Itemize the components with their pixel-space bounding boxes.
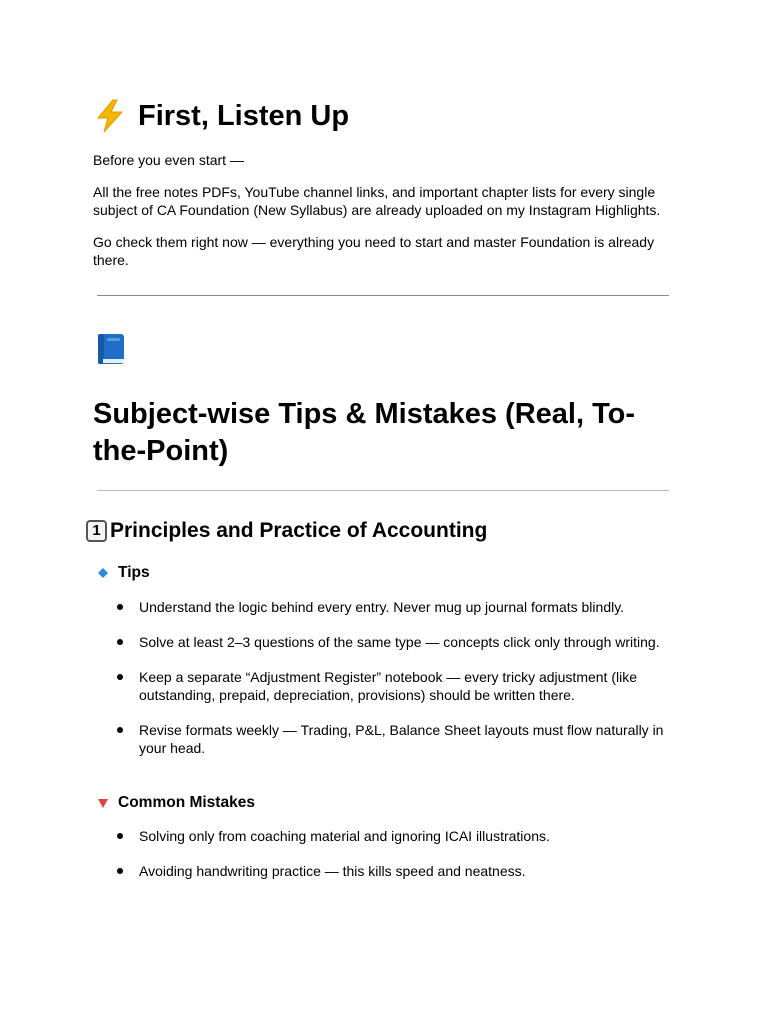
bullet-dot — [117, 868, 123, 874]
tips-heading — [97, 563, 150, 583]
keycap-number-icon: 1 — [86, 520, 107, 542]
intro-lead: Before you even start — — [93, 152, 244, 168]
document-page: First, Listen Up Before you even start — All the free notes PDFs, YouTube channel links, and important chapter lists for every single subject of CA Foundation (New Syllabus) are already uploaded on my Instagram Highlights. Go check them right now — everything you need to start and master Foundation is already there. Subject-wise Tips & Mistakes (Real, To-the-Point) 1 Principles and Practice of Accounting Tips Understand the logic behind every entry. Never mug up journal formats blindly. Solve at least 2–3 questions of the same type — concepts click only through writing. Keep a separate “Adjustment Register” notebook — every tricky adjustment (like outstanding, prepaid, depreciation, provisions) should be written there. Revise formats weekly — Trading, P&L, Balance Sheet layouts must flow naturally in your head. Common Mistakes Solving only from coaching material and ignoring ICAI illustrations. Avoiding handwriting practice — this kills speed and neatness. — [0, 0, 768, 1024]
intro-heading — [93, 98, 349, 134]
intro-title: First, Listen Up — [138, 100, 350, 132]
bullet-dot — [117, 639, 123, 645]
tips-heading-label: Tips — [118, 564, 150, 581]
subject-heading — [86, 517, 487, 545]
red-triangle-down-icon — [97, 797, 109, 809]
intro-paragraph-1: All the free notes PDFs, YouTube channel links, and important chapter lists for every single subject of CA Foundation (New Syllabus) are already uploaded on my Instagram Highlights. — [93, 184, 661, 218]
divider — [97, 295, 669, 296]
section-title: Subject-wise Tips & Mistakes (Real, To-the-Point) — [93, 398, 636, 467]
mistakes-heading-label: Common Mistakes — [118, 794, 255, 811]
mistakes-heading — [97, 793, 255, 813]
subject-title: Principles and Practice of Accounting — [110, 519, 488, 542]
divider — [97, 490, 669, 491]
blue-book-icon — [95, 332, 127, 366]
bullet-dot — [117, 727, 123, 733]
bullet-dot — [117, 604, 123, 610]
blue-diamond-icon — [97, 567, 109, 579]
bullet-dot — [117, 674, 123, 680]
bullet-dot — [117, 833, 123, 839]
intro-paragraph-2: Go check them right now — everything you need to start and master Foundation is already there. — [93, 234, 655, 268]
high-voltage-icon — [93, 99, 127, 133]
